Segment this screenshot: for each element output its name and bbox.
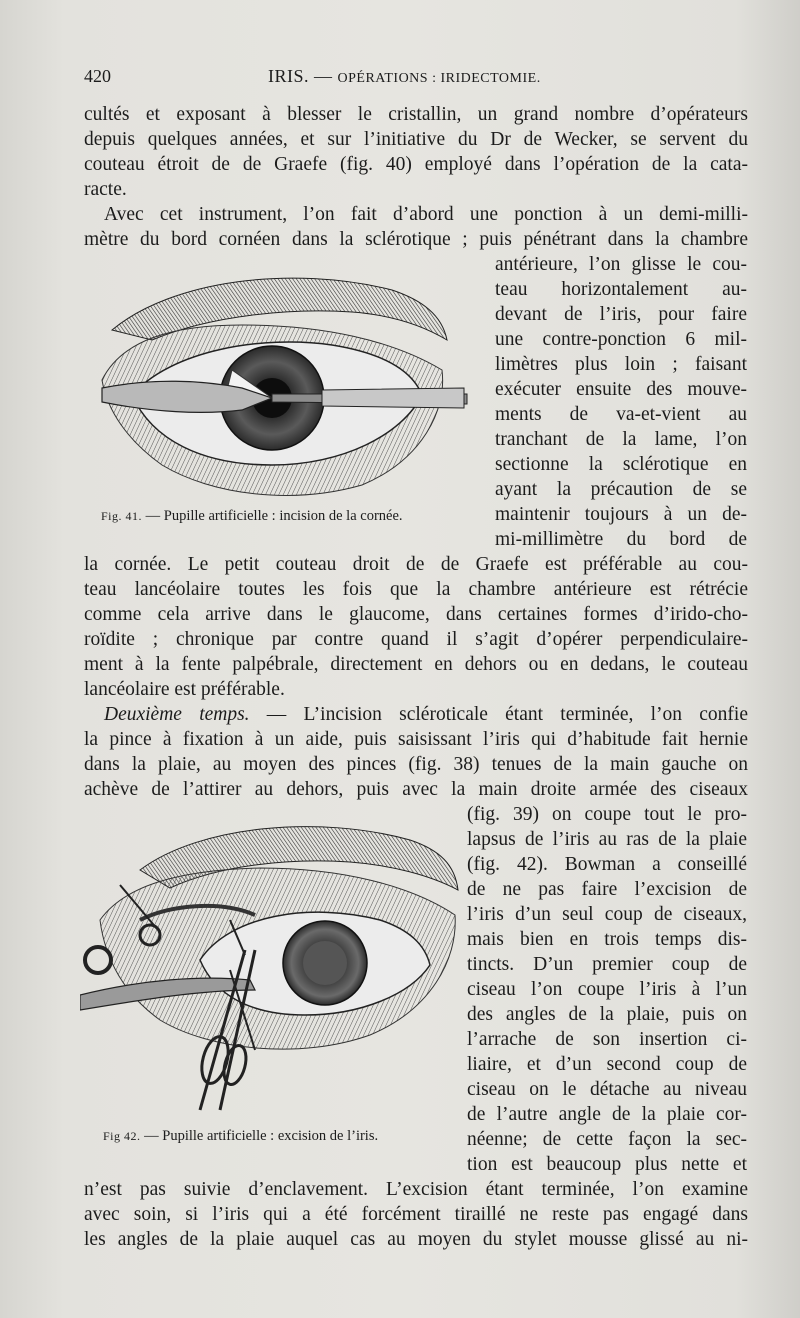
page-number: 420 bbox=[84, 66, 111, 86]
text-line: lapsus de l’iris au ras de la plaie bbox=[467, 829, 747, 850]
figure-41-label: Fig. 41. bbox=[101, 509, 143, 523]
text-line: (fig. 39) on coupe tout le pro- bbox=[467, 804, 747, 825]
figure-41-caption-text: — Pupille artificielle : incision de la cornée. bbox=[142, 508, 403, 524]
text-line: ment à la fente palpébrale, directement en dehors ou en dedans, le couteau bbox=[84, 654, 748, 675]
text-line: exécuter ensuite des mouve- bbox=[495, 379, 747, 400]
figure-41-caption bbox=[101, 508, 403, 525]
text-line: racte. bbox=[84, 179, 127, 200]
text-line: depuis quelques années, et sur l’initiative du Dr de Wecker, se servent du bbox=[84, 129, 748, 150]
text-line: n’est pas suivie d’enclavement. L’excision étant terminée, l’on examine bbox=[84, 1179, 748, 1200]
text-line: avec soin, si l’iris qui a été forcément tiraillé ne reste pas engagé dans bbox=[84, 1204, 748, 1225]
text-line: achève de l’attirer au dehors, puis avec la main droite armée des ciseaux bbox=[84, 779, 748, 800]
text-line: liaire, et d’un second coup de bbox=[467, 1054, 747, 1075]
text-line: l’iris d’un seul coup de ciseaux, bbox=[467, 904, 747, 925]
text-line: mètre du bord cornéen dans la sclérotique ; puis pénétrant dans la chambre bbox=[84, 229, 748, 250]
text-line: tranchant de la lame, l’on bbox=[495, 429, 747, 450]
text-line: teau lancéolaire toutes les fois que la chambre antérieure est rétrécie bbox=[84, 579, 748, 600]
text-line: tincts. D’un premier coup de bbox=[467, 954, 747, 975]
text-line: tion est beaucoup plus nette et bbox=[467, 1154, 747, 1175]
section-heading-italic: Deuxième temps. bbox=[104, 704, 250, 725]
text-line: antérieure, l’on glisse le cou- bbox=[495, 254, 747, 275]
text-line: mais bien en trois temps dis- bbox=[467, 929, 747, 950]
text-line: ments de va-et-vient au bbox=[495, 404, 747, 425]
text-line: une contre-ponction 6 mil- bbox=[495, 329, 747, 350]
text-line: néenne; de cette façon la sec- bbox=[467, 1129, 747, 1150]
text-line: maintenir toujours à un de- bbox=[495, 504, 747, 525]
text-line: l’arrache de son insertion ci- bbox=[467, 1029, 747, 1050]
text-line: mi-millimètre du bord de bbox=[495, 529, 747, 550]
figure-42-eye-excision-illustration bbox=[80, 810, 465, 1128]
text-line: des angles de la plaie, puis on bbox=[467, 1004, 747, 1025]
figure-41-eye-incision-illustration bbox=[92, 270, 472, 502]
page-header bbox=[84, 66, 748, 92]
text-line: cultés et exposant à blesser le cristallin, un grand nombre d’opérateurs bbox=[84, 104, 748, 125]
text-span: — L’incision scléroticale étant terminée, l’on confie bbox=[249, 704, 748, 725]
text-line: sectionne la sclérotique en bbox=[495, 454, 747, 475]
text-line: lancéolaire est préférable. bbox=[84, 679, 285, 700]
text-line: la pince à fixation à un aide, puis saisissant l’iris qui d’habitude fait hernie bbox=[84, 729, 748, 750]
text-line: ciseau l’on coupe l’iris à l’un bbox=[467, 979, 747, 1000]
running-title bbox=[268, 66, 541, 87]
text-line: ciseau on le détache au niveau bbox=[467, 1079, 747, 1100]
text-line: comme cela arrive dans le glaucome, dans certaines formes d’irido-cho- bbox=[84, 604, 748, 625]
text-line: roïdite ; chronique par contre quand il s’agit d’opérer perpendiculaire- bbox=[84, 629, 748, 650]
text-line: couteau étroit de de Graefe (fig. 40) employé dans l’opération de la cata- bbox=[84, 154, 748, 175]
text-line: teau horizontalement au- bbox=[495, 279, 747, 300]
running-title-main: IRIS. — bbox=[268, 66, 338, 86]
figure-42-label: Fig 42. bbox=[103, 1129, 141, 1143]
figure-42-caption bbox=[103, 1128, 378, 1145]
text-line: les angles de la plaie auquel cas au moyen du stylet mousse glissé au ni- bbox=[84, 1229, 748, 1250]
text-line: la cornée. Le petit couteau droit de de Graefe est préférable au cou- bbox=[84, 554, 748, 575]
figure-42-caption-text: — Pupille artificielle : excision de l’iris. bbox=[140, 1128, 379, 1144]
text-line: devant de l’iris, pour faire bbox=[495, 304, 747, 325]
text-line: Avec cet instrument, l’on fait d’abord une ponction à un demi-milli- bbox=[104, 204, 748, 225]
text-line: de l’autre angle de la plaie cor- bbox=[467, 1104, 747, 1125]
text-line: (fig. 42). Bowman a conseillé bbox=[467, 854, 747, 875]
text-line: de ne pas faire l’excision de bbox=[467, 879, 747, 900]
text-line-deuxieme-temps bbox=[104, 703, 748, 727]
text-line: ayant la précaution de se bbox=[495, 479, 747, 500]
text-line: limètres plus loin ; faisant bbox=[495, 354, 747, 375]
text-line: dans la plaie, au moyen des pinces (fig. 38) tenues de la main gauche on bbox=[84, 754, 748, 775]
running-title-rest: OPÉRATIONS : IRIDECTOMIE. bbox=[337, 71, 541, 86]
